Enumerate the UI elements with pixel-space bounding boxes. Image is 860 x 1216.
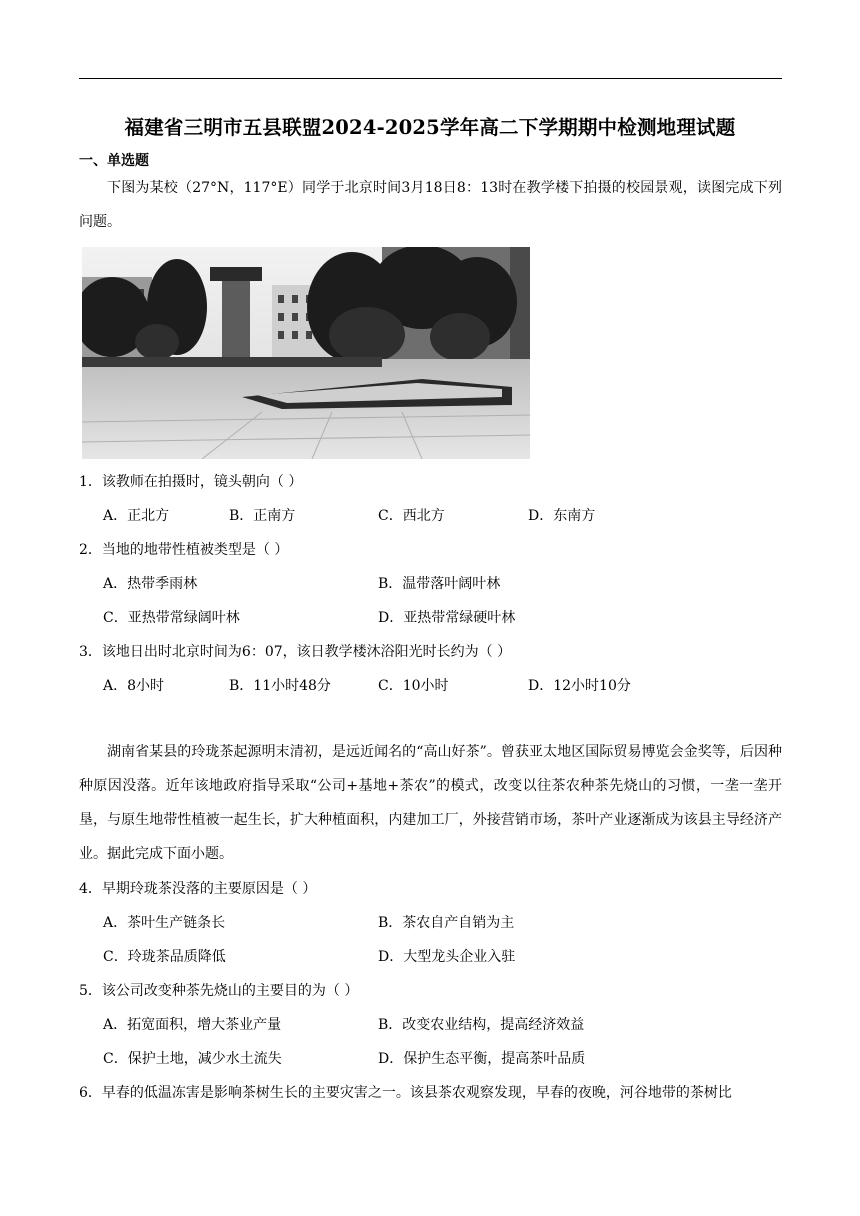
section-heading: 一、单选题 (79, 153, 149, 169)
header-rule (79, 78, 782, 79)
question-2-option-c: C．亚热带常绿阔叶林 (103, 610, 240, 626)
question-5-option-c: C．保护土地，减少水土流失 (103, 1051, 282, 1067)
question-5-option-a: A．拓宽面积，增大茶业产量 (103, 1017, 282, 1033)
question-4-option-d: D．大型龙头企业入驻 (378, 949, 516, 965)
question-5-option-b: B．改变农业结构，提高经济效益 (378, 1017, 585, 1033)
question-4-option-b: B．茶农自产自销为主 (378, 915, 515, 931)
question-3-option-d: D．12小时10分 (528, 678, 631, 694)
question-4-option-c: C．玲珑茶品质降低 (103, 949, 226, 965)
question-5-option-d: D．保护生态平衡，提高茶叶品质 (378, 1051, 586, 1067)
question-3-option-c: C．10小时 (378, 678, 449, 694)
question-1-option-c: C．西北方 (378, 508, 445, 524)
question-4: 4．早期玲珑茶没落的主要原因是（ ） (79, 881, 317, 897)
intro-paragraph-1: 下图为某校（27°N，117°E）同学于北京时间3月18日8：13时在教学楼下拍摄的校园景观，读图完成下列问题。 (79, 180, 782, 230)
campus-photo (82, 247, 530, 459)
question-3-option-a: A．8小时 (103, 678, 165, 694)
question-6: 6．早春的低温冻害是影响茶树生长的主要灾害之一。该县茶农观察发现，早春的夜晚，河谷地带的茶树比 (79, 1085, 732, 1101)
page-title: 福建省三明市五县联盟2024-2025学年高二下学期期中检测地理试题 (124, 116, 736, 139)
question-4-option-a: A．茶叶生产链条长 (103, 915, 226, 931)
question-2: 2．当地的地带性植被类型是（ ） (79, 542, 289, 558)
question-1-option-b: B．正南方 (229, 508, 296, 524)
question-2-option-a: A．热带季雨林 (103, 576, 198, 592)
question-1-option-d: D．东南方 (528, 508, 596, 524)
question-1-option-a: A．正北方 (103, 508, 170, 524)
intro-paragraph-2: 湖南省某县的玲珑茶起源明末清初，是远近闻名的“高山好茶”。曾获亚太地区国际贸易博览会金奖等，后因种种原因没落。近年该地政府指导采取“公司+基地+茶农”的模式，改变以往茶农种茶先烧山的习惯，一垄一垄开垦，与原生地带性植被一起生长，扩大种植面积，内建加工厂，外接营销市场，茶叶产业逐渐成为该县主导经济产业。据此完成下面小题。 (79, 744, 782, 862)
question-3-option-b: B．11小时48分 (229, 678, 331, 694)
question-2-option-d: D．亚热带常绿硬叶林 (378, 610, 516, 626)
question-5: 5．该公司改变种茶先烧山的主要目的为（ ） (79, 983, 359, 999)
question-1: 1．该教师在拍摄时，镜头朝向（ ） (79, 474, 303, 490)
question-2-option-b: B．温带落叶阔叶林 (378, 576, 501, 592)
question-3: 3．该地日出时北京时间为6：07，该日教学楼沐浴阳光时长约为（ ） (79, 644, 512, 660)
